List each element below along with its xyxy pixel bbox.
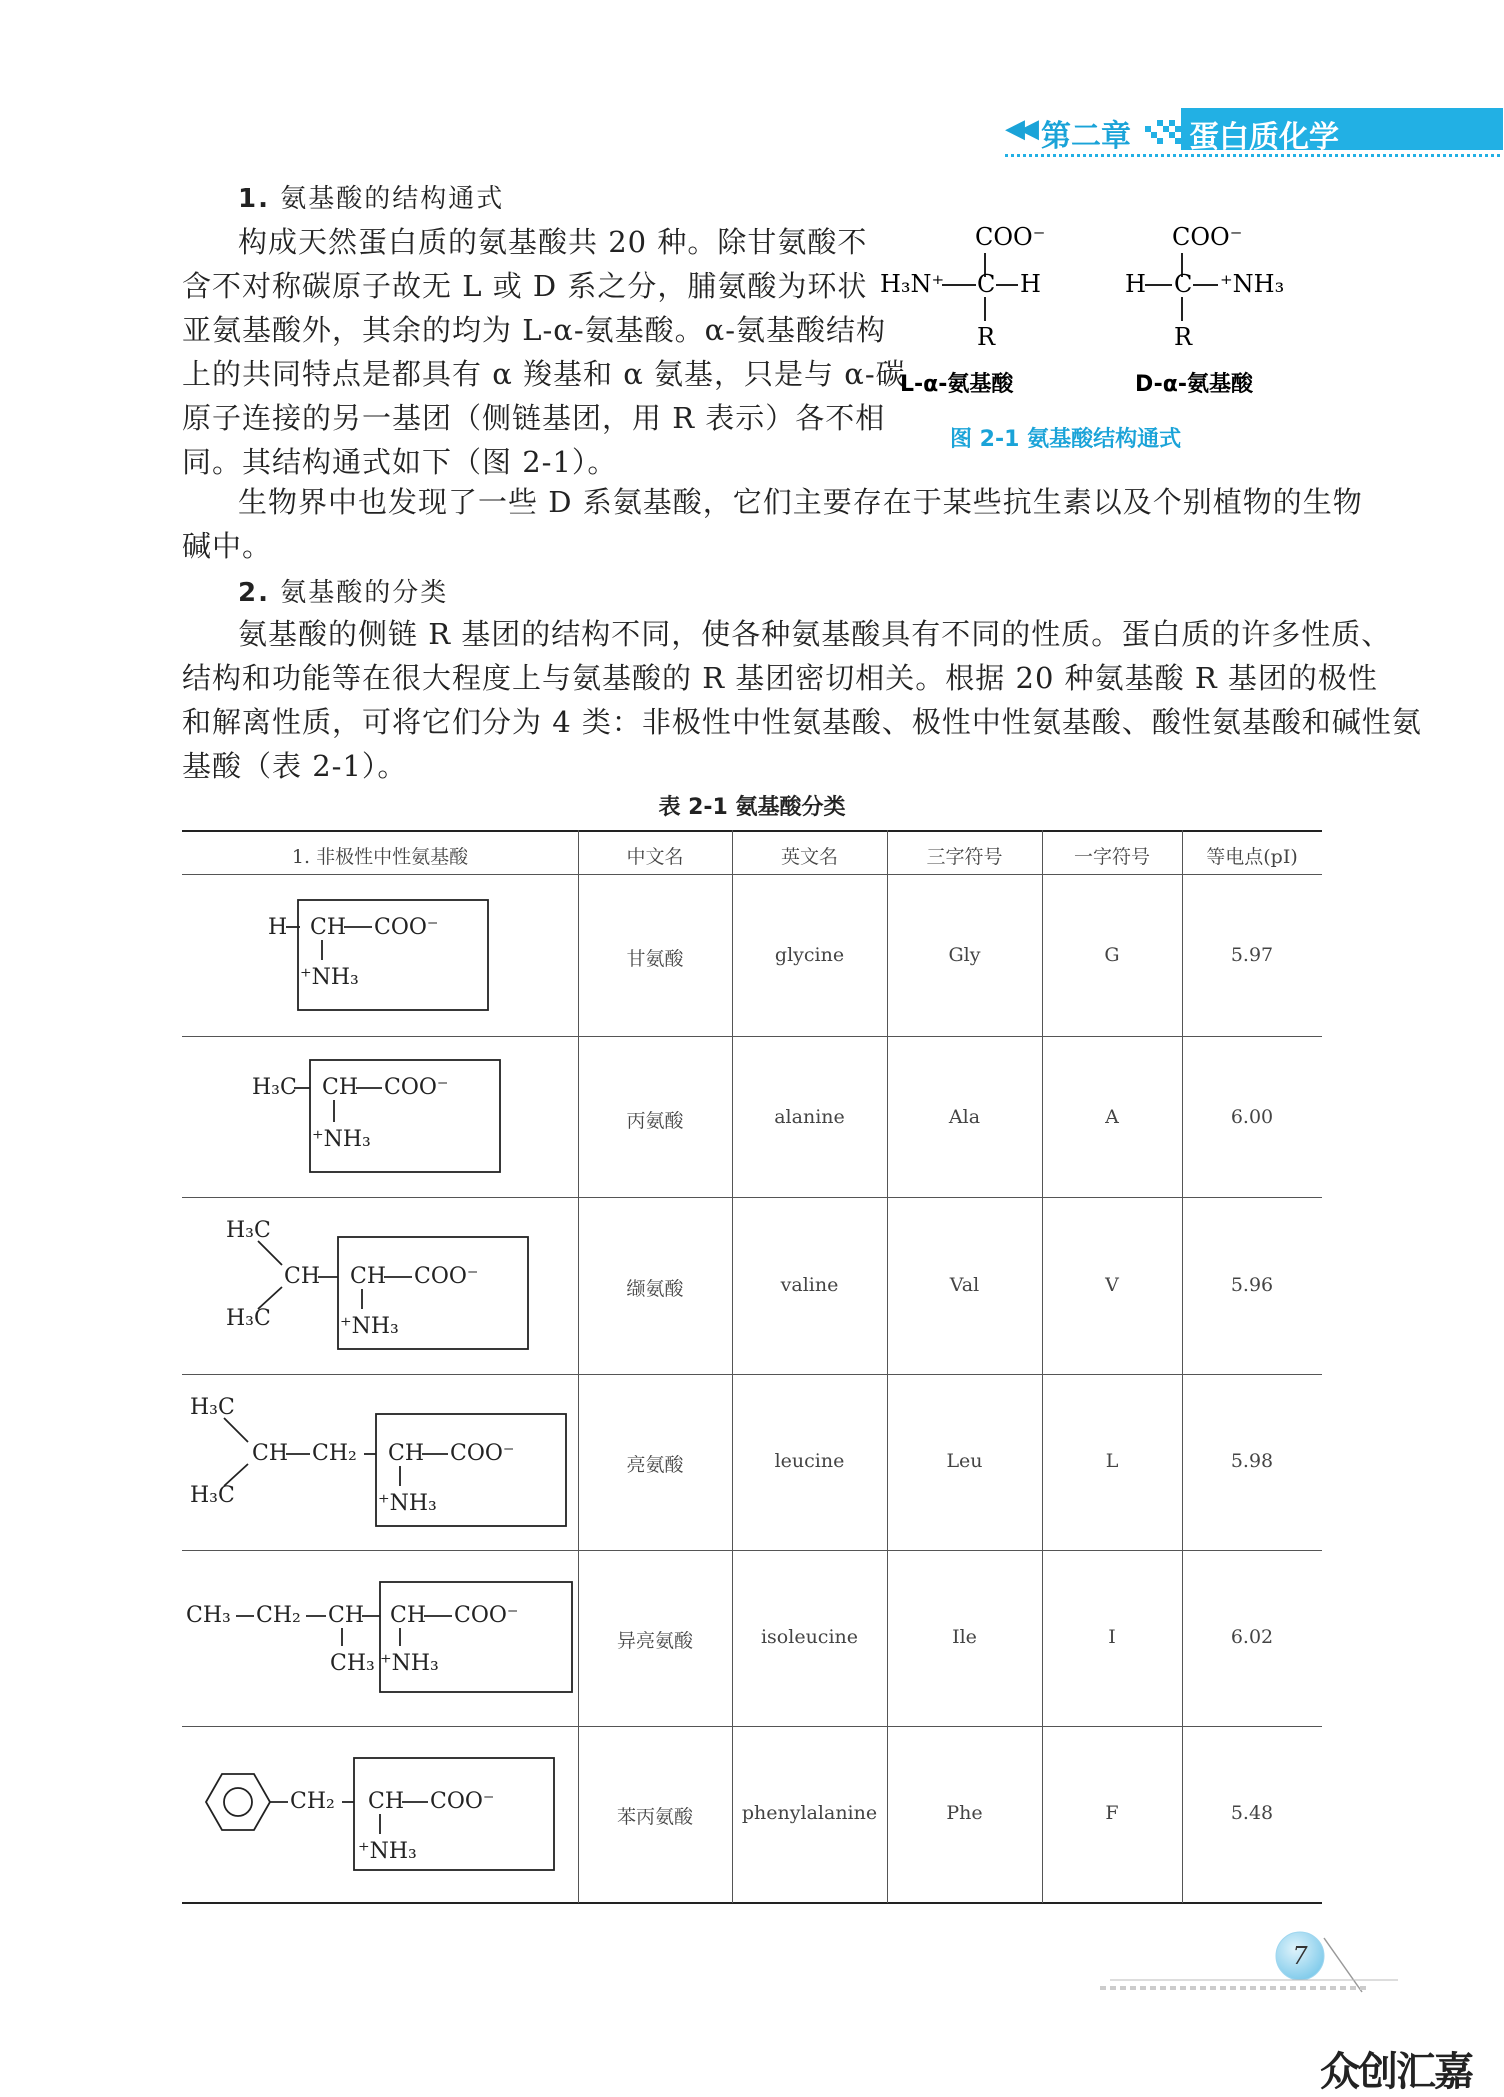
- struct-text-ch: CH: [350, 1264, 387, 1289]
- section-heading-2: [238, 572, 448, 609]
- c-label-left: C: [977, 270, 996, 298]
- table-top-rule: [182, 830, 1322, 832]
- header-three-letter: 三字符号: [926, 846, 1003, 868]
- struct-text-ch2: CH₂: [312, 1441, 357, 1466]
- cell-cn-name: 苯丙氨酸: [616, 1806, 693, 1828]
- chapter-label: 第二章: [1041, 119, 1131, 154]
- header-category: 1. 非极性中性氨基酸: [291, 846, 469, 868]
- l-amino-acid-structure: [880, 223, 1045, 397]
- alanine-structure: [252, 1060, 500, 1172]
- struct-text-coo: COO⁻: [384, 1075, 449, 1100]
- struct-text-nh3: ⁺NH₃: [358, 1839, 417, 1864]
- heading-text: 氨基酸的结构通式: [280, 184, 505, 214]
- struct-text-nh3: ⁺NH₃: [300, 965, 359, 990]
- page-number-badge: [1100, 1920, 1400, 2000]
- d-amino-acid-structure: [1125, 223, 1284, 397]
- text-line: 原子连接的另一基团（侧链基团，用 R 表示）各不相: [182, 401, 886, 435]
- text-line: 结构和功能等在很大程度上与氨基酸的 R 基团密切相关。根据 20 种氨基酸 R 基团的极性: [182, 661, 1378, 695]
- table-bottom-rule: [182, 1902, 1322, 1904]
- struct-text-ch: CH: [328, 1603, 365, 1628]
- cell-cn-name: 亮氨酸: [626, 1454, 684, 1476]
- cell-three-letter: Gly: [948, 944, 981, 966]
- text-line: 生物界中也发现了一些 D 系氨基酸，它们主要存在于某些抗生素以及个别植物的生物: [238, 485, 1363, 519]
- heading-number: 1.: [238, 184, 270, 214]
- cell-cn-name: 异亮氨酸: [616, 1630, 693, 1652]
- header-cn-name: 中文名: [626, 846, 684, 868]
- struct-text-coo: COO⁻: [450, 1441, 515, 1466]
- figure-caption: 图 2-1 氨基酸结构通式: [950, 427, 1182, 452]
- h-label-right: H: [1125, 270, 1146, 298]
- watermark-text: 众创汇嘉: [1320, 2049, 1472, 2095]
- struct-text-coo: COO⁻: [454, 1603, 519, 1628]
- cell-cn-name: 丙氨酸: [626, 1110, 684, 1132]
- cell-three-letter: Ala: [948, 1106, 981, 1128]
- section1-paragraph: [182, 220, 906, 484]
- text-line: 碱中。: [182, 529, 273, 563]
- cell-one-letter: A: [1105, 1106, 1119, 1128]
- col-divider: [1042, 830, 1043, 1903]
- cell-pi: 6.02: [1230, 1626, 1274, 1648]
- header-dotted-rule: [1005, 154, 1500, 157]
- text-line: 同。其结构通式如下（图 2-1）。: [182, 445, 618, 479]
- chapter-header: [1005, 108, 1500, 155]
- cell-cn-name: 缬氨酸: [626, 1278, 684, 1300]
- n-label-left: H₃N⁺: [880, 270, 945, 298]
- cell-en-name: leucine: [774, 1450, 845, 1472]
- struct-text-nh3: ⁺NH₃: [340, 1314, 399, 1339]
- col-divider: [1182, 830, 1183, 1903]
- coo-label-right: COO⁻: [1172, 223, 1243, 251]
- struct-text-ch: CH: [252, 1441, 289, 1466]
- d-amino-label: D-α-氨基酸: [1135, 372, 1254, 397]
- n-label-right: ⁺NH₃: [1220, 270, 1285, 298]
- col-divider: [732, 830, 733, 1903]
- struct-text-coo: COO⁻: [430, 1789, 495, 1814]
- cell-three-letter: Ile: [952, 1626, 977, 1648]
- amino-acid-table: [182, 830, 1322, 1910]
- struct-text-coo: COO⁻: [374, 915, 439, 940]
- struct-text-ch2: CH₂: [290, 1789, 335, 1814]
- struct-text-ch2: CH₂: [256, 1603, 301, 1628]
- col-divider: [887, 830, 888, 1903]
- struct-text-ch: CH: [310, 915, 347, 940]
- struct-text-h3c: H₃C: [252, 1075, 297, 1100]
- struct-text-ch: CH: [368, 1789, 405, 1814]
- text-line: 氨基酸的侧链 R 基团的结构不同，使各种氨基酸具有不同的性质。蛋白质的许多性质、: [238, 617, 1392, 651]
- section-heading-1: [238, 178, 504, 215]
- struct-text-ch3: CH₃: [330, 1651, 375, 1676]
- r-label-right: R: [1174, 323, 1193, 351]
- cell-cn-name: 甘氨酸: [626, 948, 684, 970]
- double-left-arrow-icon: ◀◀: [1005, 114, 1033, 144]
- amino-acid-structure-figure: [880, 215, 1300, 455]
- cell-pi: 6.00: [1230, 1106, 1274, 1128]
- struct-text-ch: CH: [390, 1603, 427, 1628]
- cell-one-letter: G: [1104, 944, 1120, 966]
- text-line: 基酸（表 2-1）。: [182, 749, 408, 783]
- valine-structure: [226, 1218, 528, 1349]
- struct-text-h3c: H₃C: [190, 1483, 235, 1508]
- cell-one-letter: L: [1105, 1450, 1119, 1472]
- struct-text-ch3: CH₃: [186, 1603, 231, 1628]
- cell-en-name: glycine: [774, 944, 845, 966]
- header-title: 蛋白质化学: [1189, 120, 1339, 155]
- struct-text-coo: COO⁻: [414, 1264, 479, 1289]
- glycine-structure: [268, 900, 488, 1010]
- h-label-left: H: [1020, 270, 1041, 298]
- l-amino-label: L-α-氨基酸: [900, 372, 1014, 397]
- heading-number: 2.: [238, 578, 270, 608]
- cell-en-name: alanine: [774, 1106, 845, 1128]
- cell-one-letter: I: [1108, 1626, 1116, 1648]
- section2-paragraph: [182, 612, 1422, 788]
- table-title: 表 2-1 氨基酸分类: [658, 795, 846, 820]
- cell-pi: 5.48: [1230, 1802, 1274, 1824]
- cell-one-letter: F: [1105, 1802, 1119, 1824]
- cell-one-letter: V: [1105, 1274, 1119, 1296]
- cell-en-name: isoleucine: [760, 1626, 859, 1648]
- heading-text: 氨基酸的分类: [280, 578, 449, 608]
- col-divider: [578, 830, 579, 1903]
- cell-en-name: phenylalanine: [741, 1802, 878, 1824]
- header-one-letter: 一字符号: [1073, 846, 1150, 868]
- page-number: 7: [1292, 1942, 1308, 1970]
- header-en-name: 英文名: [780, 846, 838, 868]
- cell-pi: 5.97: [1230, 944, 1274, 966]
- struct-text-ch: CH: [322, 1075, 359, 1100]
- r-label-left: R: [977, 323, 996, 351]
- struct-text-ch: CH: [388, 1441, 425, 1466]
- cell-pi: 5.96: [1230, 1274, 1274, 1296]
- struct-text-ch: CH: [284, 1264, 321, 1289]
- header-pi: 等电点(pI): [1206, 846, 1298, 868]
- cell-three-letter: Leu: [946, 1450, 983, 1472]
- cell-three-letter: Val: [949, 1274, 980, 1296]
- structure-column: [182, 874, 578, 1902]
- struct-text-h3c: H₃C: [226, 1306, 271, 1331]
- phenylalanine-structure: [206, 1758, 554, 1870]
- struct-text-h3c: H₃C: [190, 1395, 235, 1420]
- section1-paragraph-2: [182, 480, 1363, 568]
- struct-text-nh3: ⁺NH₃: [378, 1491, 437, 1516]
- text-line: 亚氨基酸外，其余的均为 L-α-氨基酸。α-氨基酸结构: [182, 313, 887, 347]
- leucine-structure: [190, 1395, 566, 1526]
- struct-text-h: H: [268, 915, 288, 940]
- struct-text-nh3: ⁺NH₃: [312, 1127, 371, 1152]
- cell-pi: 5.98: [1230, 1450, 1274, 1472]
- cell-three-letter: Phe: [946, 1802, 983, 1824]
- isoleucine-structure: [186, 1582, 572, 1692]
- struct-text-h3c: H₃C: [226, 1218, 271, 1243]
- text-line: 含不对称碳原子故无 L 或 D 系之分，脯氨酸为环状: [182, 269, 868, 303]
- text-line: 构成天然蛋白质的氨基酸共 20 种。除甘氨酸不: [238, 225, 868, 259]
- text-line: 和解离性质，可将它们分为 4 类：非极性中性氨基酸、极性中性氨基酸、酸性氨基酸和碱性氨: [182, 705, 1422, 739]
- cell-en-name: valine: [780, 1274, 839, 1296]
- c-label-right: C: [1174, 270, 1193, 298]
- coo-label-left: COO⁻: [975, 223, 1046, 251]
- benzene-ring-icon: [206, 1774, 270, 1830]
- struct-text-nh3: ⁺NH₃: [380, 1651, 439, 1676]
- text-line: 上的共同特点是都具有 α 羧基和 α 氨基，只是与 α-碳: [182, 357, 906, 391]
